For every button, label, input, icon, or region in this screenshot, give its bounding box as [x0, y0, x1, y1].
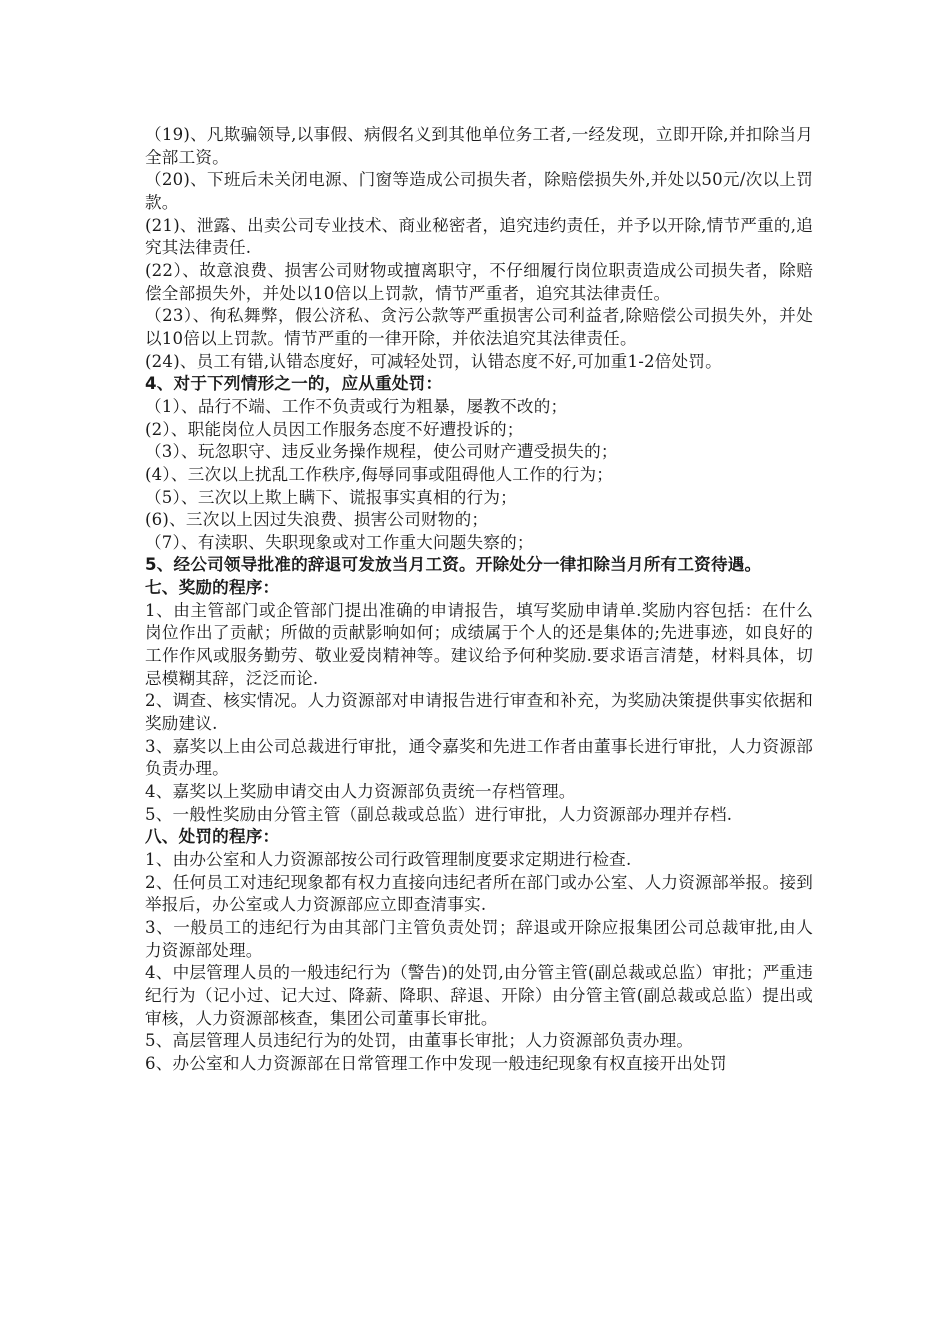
paragraph: 5、高层管理人员违纪行为的处罚，由董事长审批；人力资源部负责办理。 [145, 1031, 694, 1051]
paragraph: 2、调查、核实情况。人力资源部对申请报告进行审查和补充，为奖励决策提供事实依据和奖励建议. [145, 691, 813, 734]
section-heading: 4、对于下列情形之一的，应从重处罚： [145, 374, 443, 394]
paragraph: 4、中层管理人员的一般违纪行为（警告)的处罚,由分管主管(副总裁或总监）审批；严重违纪行为（记小过、记大过、降薪、降职、辞退、开除）由分管主管(副总裁或总监）提出或审核，人力资源部核查，集团公司董事长审批。 [145, 963, 813, 1028]
paragraph: (21)、泄露、出卖公司专业技术、商业秘密者，追究违约责任，并予以开除,情节严重的,追究其法律责任. [145, 215, 813, 258]
paragraph: 1、由主管部门或企管部门提出准确的申请报告，填写奖励申请单.奖励内容包括：在什么岗位作出了贡献；所做的贡献影响如何；成绩属于个人的还是集体的;先进事迹，如良好的工作作风或服务勤劳、敬业爱岗精神等。建议给予何种奖励.要求语言清楚，材料具体，切忌模糊其辞，泛泛而论. [145, 600, 813, 688]
paragraph: （19)、凡欺骗领导,以事假、病假名义到其他单位务工者,一经发现，立即开除,并扣除当月全部工资。 [145, 125, 813, 167]
paragraph: (4）、三次以上扰乱工作秩序,侮辱同事或阻碍他人工作的行为； [145, 464, 614, 484]
paragraph: 6、办公室和人力资源部在日常管理工作中发现一般违纪现象有权直接开出处罚 [145, 1053, 727, 1073]
paragraph: 5、一般性奖励由分管主管（副总裁或总监）进行审批，人力资源部办理并存档. [145, 804, 733, 824]
paragraph: (6)、三次以上因过失浪费、损害公司财物的； [145, 510, 489, 530]
paragraph: （7）、有渎职、失职现象或对工作重大问题失察的； [145, 532, 534, 552]
section-heading: 5、经公司领导批准的辞退可发放当月工资。开除处分一律扣除当月所有工资待遇。 [145, 555, 762, 575]
document-body [145, 124, 813, 1076]
paragraph: 1、由办公室和人力资源部按公司行政管理制度要求定期进行检查. [145, 850, 632, 869]
paragraph: （5）、三次以上欺上瞒下、谎报事实真相的行为； [145, 487, 517, 507]
paragraph: (2）、职能岗位人员因工作服务态度不好遭投诉的； [145, 419, 524, 439]
paragraph: 3、一般员工的违纪行为由其部门主管负责处罚；辞退或开除应报集团公司总裁审批,由人力资源部处理。 [145, 917, 813, 960]
paragraph: （1）、品行不端、工作不负责或行为粗暴，屡教不改的； [145, 396, 568, 416]
section-heading: 八、处罚的程序： [145, 827, 280, 847]
paragraph: (24)、员工有错,认错态度好，可减轻处罚，认错态度不好,可加重1-2倍处罚。 [145, 351, 722, 371]
paragraph: （23）、徇私舞弊，假公济私、贪污公款等严重损害公司利益者,除赔偿公司损失外，并处以10倍以上罚款。情节严重的一律开除，并依法追究其法律责任。 [145, 306, 813, 348]
paragraph: (22）、故意浪费、损害公司财物或擅离职守，不仔细履行岗位职责造成公司损失者，除赔偿全部损失外，并处以10倍以上罚款，情节严重者，追究其法律责任。 [145, 260, 813, 303]
paragraph: 3、嘉奖以上由公司总裁进行审批，通令嘉奖和先进工作者由董事长进行审批，人力资源部负责办理。 [145, 736, 813, 779]
section-heading: 七、奖励的程序： [145, 578, 280, 598]
paragraph: （3）、玩忽职守、违反业务操作规程，使公司财产遭受损失的； [145, 442, 618, 462]
paragraph: 4、嘉奖以上奖励申请交由人力资源部负责统一存档管理。 [145, 782, 576, 802]
paragraph: （20)、下班后未关闭电源、门窗等造成公司损失者，除赔偿损失外,并处以50元/次以上罚款。 [145, 170, 813, 212]
paragraph: 2、任何员工对违纪现象都有权力直接向违纪者所在部门或办公室、人力资源部举报。接到举报后，办公室或人力资源部应立即查清事实. [145, 872, 813, 915]
